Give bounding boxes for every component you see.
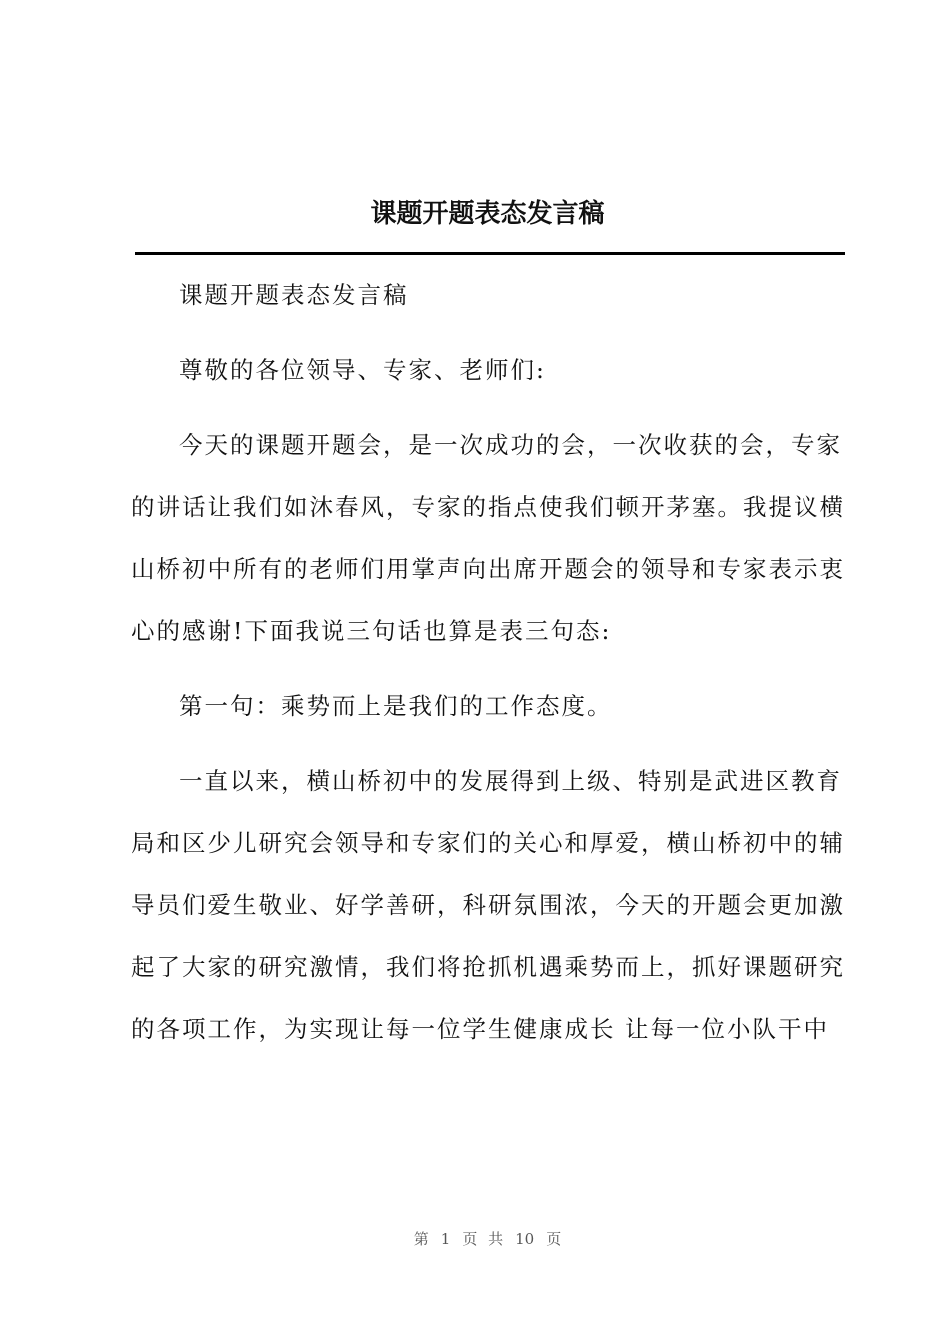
paragraph-line: 的各项工作，为实现让每一位学生健康成长 让每一位小队干中 — [131, 1015, 829, 1043]
footer-total-pages: 10 — [515, 1230, 535, 1248]
paragraph-line: 第一句：乘势而上是我们的工作态度。 — [179, 692, 613, 720]
paragraph-line: 局和区少儿研究会领导和专家们的关心和厚爱，横山桥初中的辅 — [131, 829, 845, 857]
paragraph-line: 心的感谢!下面我说三句话也算是表三句态: — [131, 617, 612, 645]
paragraph-line: 尊敬的各位领导、专家、老师们: — [179, 356, 546, 384]
paragraph-line: 起了大家的研究激情，我们将抢抓机遇乘势而上，抓好课题研究 — [131, 953, 845, 981]
document-body — [131, 264, 843, 1060]
title-underline — [135, 252, 845, 255]
paragraph-line: 课题开题表态发言稿 — [179, 281, 409, 309]
footer-suffix: 页 — [546, 1230, 562, 1248]
page-footer — [0, 1228, 950, 1250]
paragraph-line: 导员们爱生敬业、好学善研，科研氛围浓，今天的开题会更加激 — [131, 891, 845, 919]
paragraph-line: 山桥初中所有的老师们用掌声向出席开题会的领导和专家表示衷 — [131, 555, 845, 583]
paragraph-line: 的讲话让我们如沐春风，专家的指点使我们顿开茅塞。我提议横 — [131, 493, 845, 521]
page-title: 课题开题表态发言稿 — [370, 199, 605, 229]
footer-page-number: 1 — [440, 1230, 451, 1248]
paragraph-line: 一直以来，横山桥初中的发展得到上级、特别是武进区教育 — [179, 767, 842, 795]
footer-middle: 页 共 — [462, 1230, 504, 1248]
paragraph-line: 今天的课题开题会，是一次成功的会，一次收获的会，专家 — [179, 431, 842, 459]
footer-prefix: 第 — [413, 1230, 429, 1248]
